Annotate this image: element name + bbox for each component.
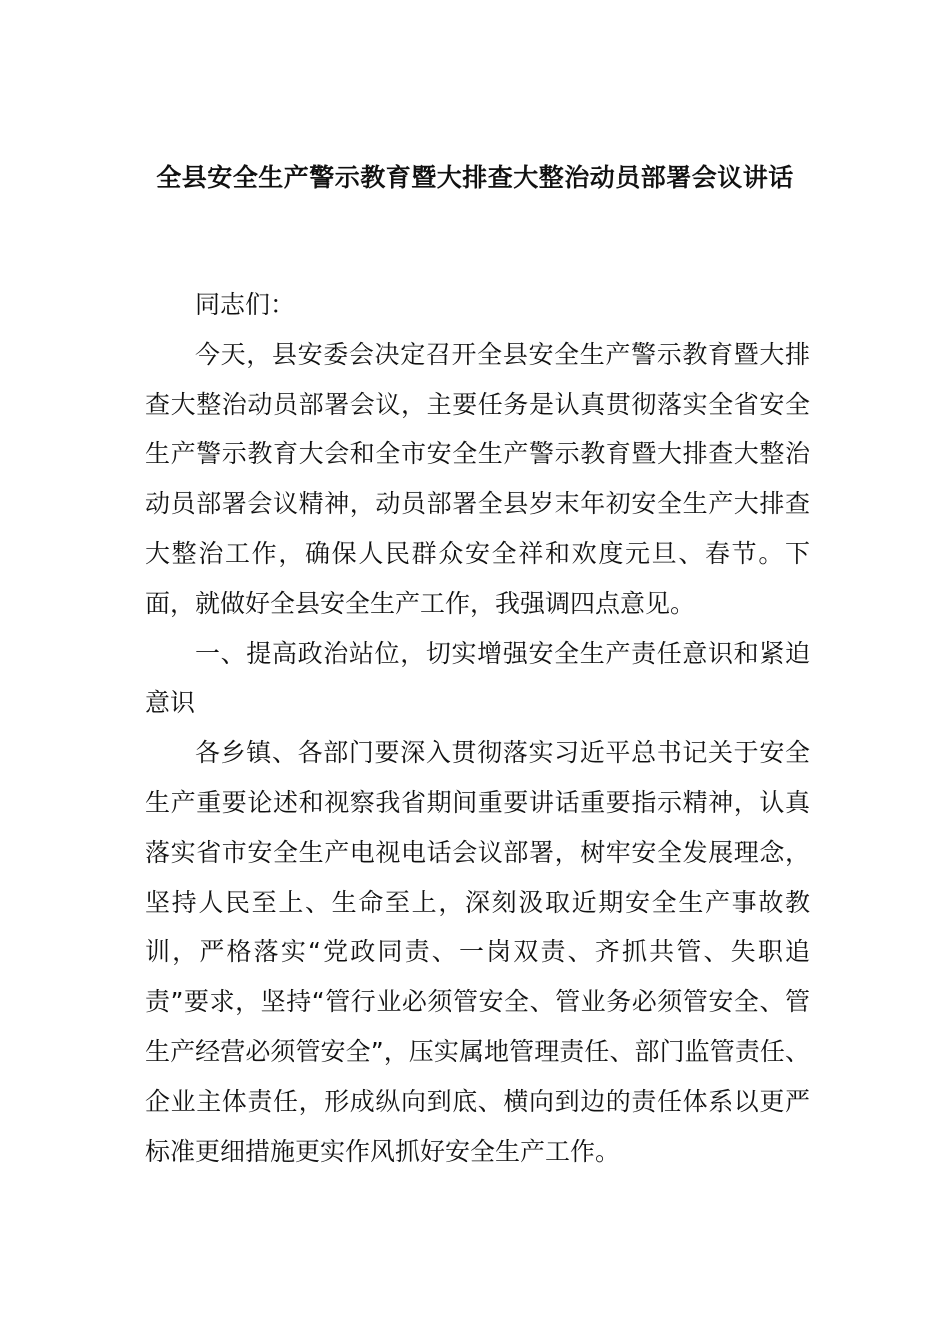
section-heading-1: 一、提高政治站位，切实增强安全生产责任意识和紧迫意识 xyxy=(145,638,810,718)
intro-paragraph: 今天，县安委会决定召开全县安全生产警示教育暨大排查大整治动员部署会议，主要任务是认真贯彻落实全省安全生产警示教育大会和全市安全生产警示教育暨大排查大整治动员部署会议精神，动员部署全县岁末年初安全生产大排查大整治工作，确保人民群众安全祥和欢度元旦、春节。下面，就做好全县安全生产工作，我强调四点意见。 xyxy=(145,339,810,618)
document-body xyxy=(145,280,810,1176)
section-1-paragraph: 各乡镇、各部门要深入贯彻落实习近平总书记关于安全生产重要论述和视察我省期间重要讲话重要指示精神，认真落实省市安全生产电视电话会议部署，树牢安全发展理念，坚持人民至上、生命至上，深刻汲取近期安全生产事故教训，严格落实“党政同责、一岗双责、齐抓共管、失职追责”要求，坚持“管行业必须管安全、管业务必须管安全、管生产经营必须管安全”，压实属地管理责任、部门监管责任、企业主体责任，形成纵向到底、横向到边的责任体系以更严标准更细措施更实作风抓好安全生产工作。 xyxy=(145,738,810,1166)
document-title: 全县安全生产警示教育暨大排查大整治动员部署会议讲话 xyxy=(156,163,794,192)
salutation-paragraph: 同志们： xyxy=(195,290,296,319)
